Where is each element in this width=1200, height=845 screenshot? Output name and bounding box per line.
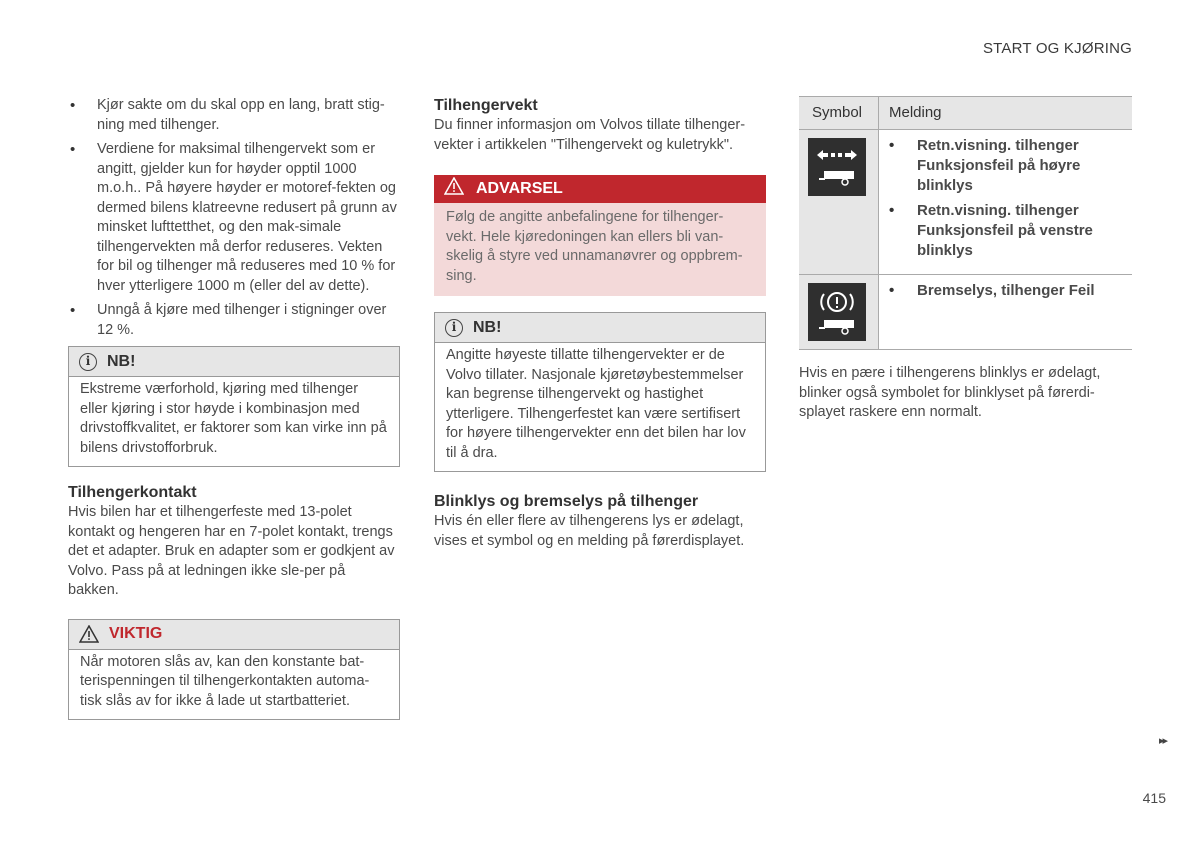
- column-middle: [434, 96, 766, 551]
- blinklys-heading: Blinklys og bremselys på tilhenger: [434, 493, 699, 510]
- viktig-header: [69, 620, 399, 650]
- table-header-melding: Melding: [879, 97, 1133, 130]
- column-right: [799, 96, 1132, 423]
- advarsel-box: [434, 175, 766, 296]
- advarsel-title: ADVARSEL: [476, 180, 563, 198]
- nb-note-title: NB!: [473, 318, 502, 336]
- warning-icon: [79, 625, 99, 643]
- nb-note-text: Angitte høyeste tillatte tilhengervekter er de Volvo tillater. Nasjonale kjøretøybestemmelser kan begrense tilhengervekt og hastighet ytterligere. Tilhengerfestet kan være sertifisert for høyere tilhengervekter enn det bilen har lov til å dra.: [446, 347, 746, 461]
- viktig-title: VIKTIG: [109, 625, 163, 643]
- nb-note-box: [434, 312, 766, 472]
- list-item: • Retn.visning. tilhenger Funksjonsfeil på høyre blinklys: [889, 136, 1124, 196]
- list-item: • Retn.visning. tilhenger Funksjonsfeil på venstre blinklys: [889, 201, 1124, 261]
- viktig-box: [68, 619, 400, 721]
- warning-icon: [444, 177, 464, 202]
- trailer-brake-light-icon: [808, 283, 866, 341]
- viktig-text: Når motoren slås av, kan den konstante bat-terispenningen til tilhengerkontakten automa-tisk slås av for ikke å lade ut startbatteriet.: [80, 653, 370, 709]
- list-item: • Bremselys, tilhenger Feil: [889, 281, 1124, 301]
- table-header-symbol: Symbol: [799, 97, 879, 130]
- next-page-arrows-icon: ▸▸: [1158, 735, 1166, 747]
- list-item: • Kjør sakte om du skal opp en lang, bratt stig-ning med tilhenger.: [68, 96, 400, 135]
- section-header: START OG KJØRING: [982, 40, 1132, 57]
- column-left: [68, 96, 400, 720]
- table-row: [799, 130, 1132, 275]
- tilhengerkontakt-heading: Tilhengerkontakt: [68, 484, 197, 501]
- tilhengervekt-text: Du finner informasjon om Volvos tillate tilhenger-vekter i artikkelen "Tilhengervekt og kuletrykk".: [434, 117, 746, 153]
- blinklys-text: Hvis én eller flere av tilhengerens lys er ødelagt, vises et symbol og en melding på førerdisplayet.: [434, 513, 745, 549]
- bullet-list: [68, 96, 400, 340]
- info-icon: i: [79, 353, 97, 371]
- list-item: • Verdiene for maksimal tilhengervekt som er angitt, gjelder kun for høyder opptil 1000 m.o.h.. På høyere høyder er motoref-fekten og dermed bilens klatreevne redusert på grunn av minsket lufttetthet, og den mak-simale tilhengervekten må derfor reduseres. Vekten for bil og tilhenger må reduseres med 10 % for hver ytterligere 1000 m (eller del av dette).: [68, 140, 400, 296]
- advarsel-text: Følg de angitte anbefalingene for tilhenger-vekt. Hele kjøredoningen kan ellers bli van-skelig å styre ved unnamanøvrer og oppbrem-sing.: [434, 203, 766, 296]
- tilhengervekt-heading: Tilhengervekt: [434, 97, 538, 114]
- nb-note-header: [435, 313, 765, 343]
- nb-note-text: Ekstreme værforhold, kjøring med tilhenger eller kjøring i stor høyde i kombinasjon med drivstoffkvalitet, er faktorer som kan virke inn på bilens drivstofforbruk.: [80, 381, 387, 456]
- info-icon: i: [445, 319, 463, 337]
- tilhengerkontakt-text: Hvis bilen har et tilhengerfeste med 13-polet kontakt og hengeren har en 7-polet kontakt, trengs det et adapter. Bruk en adapter som er godkjent av Volvo. Pass på at ledningen ikke sle-per på bakken.: [68, 504, 395, 598]
- nb-note-title: NB!: [107, 352, 136, 370]
- list-item: • Unngå å kjøre med tilhenger i stigninger over 12 %.: [68, 301, 400, 340]
- symbol-table: [799, 96, 1132, 350]
- trailer-turn-signal-icon: [808, 138, 866, 196]
- blinklys-note: Hvis en pære i tilhengerens blinklys er ødelagt, blinker også symbolet for blinklyset på førerdi-splayet raskere enn normalt.: [799, 365, 1101, 420]
- table-row: [799, 275, 1132, 350]
- nb-note-header: [69, 347, 399, 377]
- advarsel-header: [434, 175, 766, 203]
- page-number: 415: [1142, 790, 1166, 806]
- nb-note-box: [68, 346, 400, 467]
